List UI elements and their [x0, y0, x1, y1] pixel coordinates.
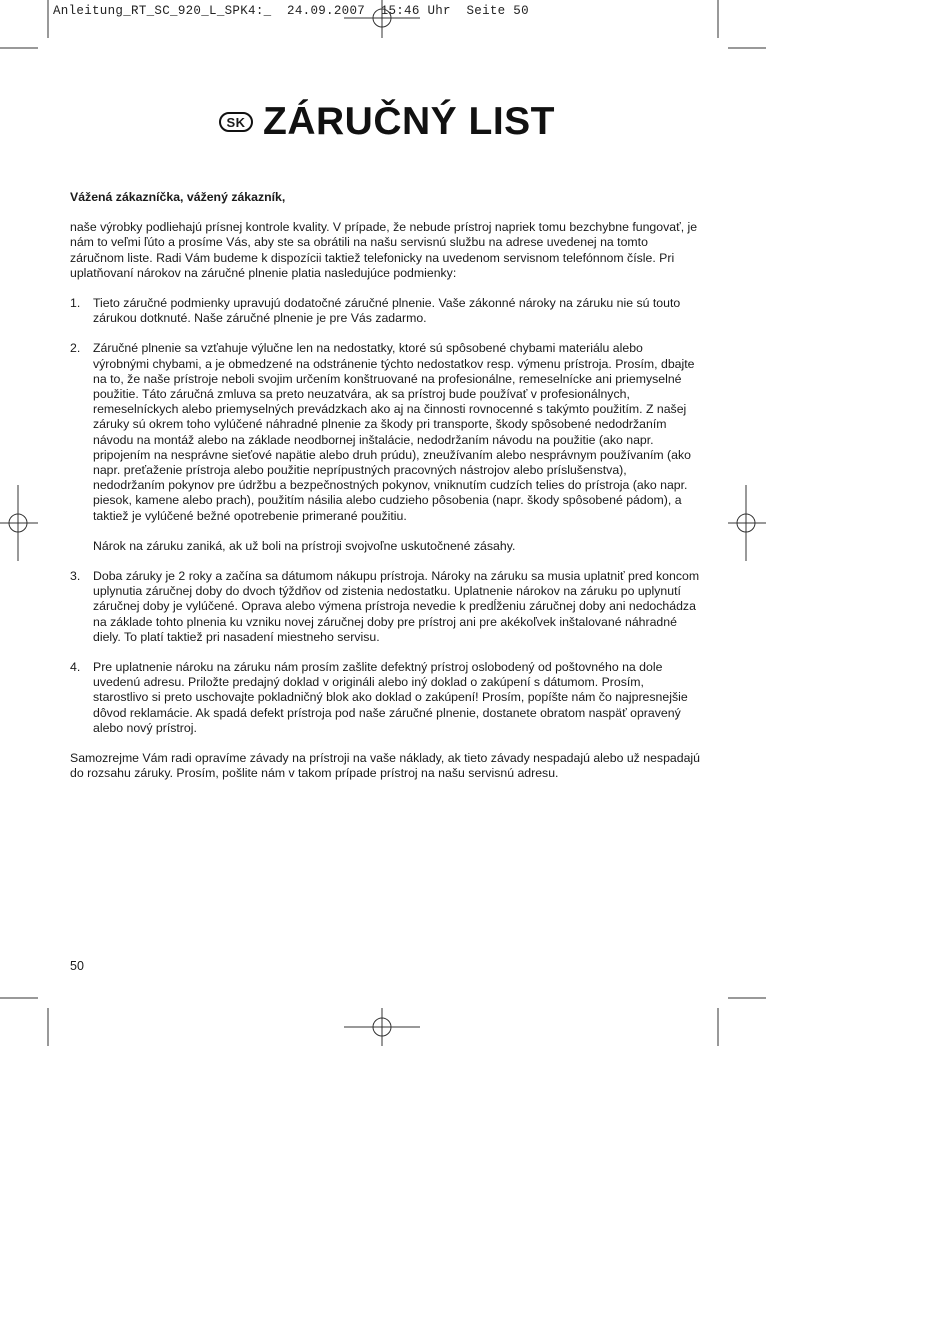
- print-slug-line: Anleitung_RT_SC_920_L_SPK4:_ 24.09.2007 15:46 Uhr Seite 50: [53, 4, 529, 18]
- salutation: Vážená zákazníčka, vážený zákazník,: [70, 190, 286, 204]
- page-number: 50: [70, 959, 84, 973]
- condition-number: 4.: [70, 660, 81, 675]
- page-header: [219, 100, 555, 144]
- warranty-conditions-list: [70, 296, 700, 736]
- condition-text: Doba záruky je 2 roky a začína sa dátumom nákupu prístroja. Nároky na záruku sa musia uplatniť pred koncom uplynutia záručnej doby do dvoch týždňov od zistenia nedostatku. Uplatnenie nárokov na záruku po uplynutí záručnej doby je vylúčené. Oprava alebo výmena prístroja nevedie k predĺženiu záručnej doby ani nedochádza na základe tohto plnenia ku vzniku novej záručnej doby pre prístroj ani pre akékoľvek inštalované náhradné diely. To platí taktiež pri nasadení miestneho servisu.: [93, 569, 700, 644]
- condition-text: Tieto záručné podmienky upravujú dodatočné záručné plnenie. Vaše zákonné nároky na záruku nie sú touto zárukou dotknuté. Naše záručné plnenie je pre Vás zadarmo.: [93, 296, 681, 326]
- intro-paragraph: naše výrobky podliehajú prísnej kontrole kvality. V prípade, že nebude prístroj napriek tomu bezchybne fungovať, je nám to veľmi ľúto a prosíme Vás, aby ste sa obrátili na našu servisnú službu na adrese uvedenej na tomto záručnom liste. Radi Vám budeme k dispozícii taktiež telefonicky na uvedenom servisnom telefónnom čísle. Pri uplatňovaní nárokov na záručné plnenie platia nasledujúce podmienky:: [70, 220, 698, 280]
- condition-text: Nárok na záruku zaniká, ak už boli na prístroji svojvoľne uskutočnené zásahy.: [93, 538, 516, 553]
- warranty-text: [70, 190, 700, 782]
- condition-item: [70, 341, 700, 554]
- condition-item: [70, 660, 700, 736]
- condition-text: Pre uplatnenie nároku na záruku nám prosím zašlite defektný prístroj oslobodený od poštovného na dole uvedenú adresu. Priložte predajný doklad v origináli alebo iný doklad o zakúpení s dátumom. Prosím, starostlivo si preto uschovajte pokladničný blok ako doklad o zakúpení! Prosím, popíšte nám čo najpresnejšie dôvod reklamácie. Ak spadá defekt prístroja pod naše záručné plnenie, dostanete obratom naspäť opravený alebo nový prístroj.: [93, 660, 688, 735]
- condition-item: [70, 296, 700, 326]
- language-badge: SK: [219, 112, 253, 132]
- registration-mark-left: [0, 485, 38, 561]
- condition-number: 3.: [70, 569, 81, 584]
- closing-paragraph: Samozrejme Vám radi opravíme závady na prístroji na vaše náklady, ak tieto závady nespadajú alebo už nespadajú do rozsahu záruky. Prosím, pošlite nám v takom prípade prístroj na našu servisnú adresu.: [70, 751, 700, 781]
- condition-number: 2.: [70, 341, 81, 356]
- registration-mark-top: [344, 0, 420, 38]
- registration-mark-bottom: [344, 1008, 420, 1046]
- condition-item: [70, 569, 700, 645]
- condition-text: Záručné plnenie sa vzťahuje výlučne len na nedostatky, ktoré sú spôsobené chybami materiálu alebo výrobnými chybami, a je obmedzené na odstránenie týchto nedostatkov resp. výmenu prístroja. Prosím, dbajte na to, že naše prístroje neboli svojim určením konštruované na profesionálne, remeselnícke ani priemyselné použitie. Táto záručná zmluva sa preto neuzatvára, ak sa prístroj bude používať v profesionálnych, remeselníckych alebo priemyselných prevádzkach ako aj na činnosti rovnocenné s takýmto použitím. Z našej záruky sú okrem toho vylúčené náhradné plnenie za škody pri transporte, škody spôsobené nedodržaním návodu na montáž alebo na základe neodbornej inštalácie, nedodržaním návodu na použitie (ako napr. pripojením na nesprávne sieťové napätie alebo druh prúdu), zneužívaním alebo nesprávnym používaním (ako napr. preťaženie prístroja alebo použitie neprípustných pracovných nástrojov alebo príslušenstva), nedodržaním pokynov pre údržbu a bezpečnostných pokynov, vniknutím cudzích telies do prístroja (ako napr. piesok, kamene alebo prach), použitím násilia alebo cudzieho pôsobenia (napr. škody spôsobené pádom), a taktiež je vylúčené bežné opotrebenie primerané použitiu.: [93, 341, 695, 523]
- page-title: ZÁRUČNÝ LIST: [263, 100, 555, 143]
- condition-number: 1.: [70, 296, 81, 311]
- registration-mark-right: [728, 485, 766, 561]
